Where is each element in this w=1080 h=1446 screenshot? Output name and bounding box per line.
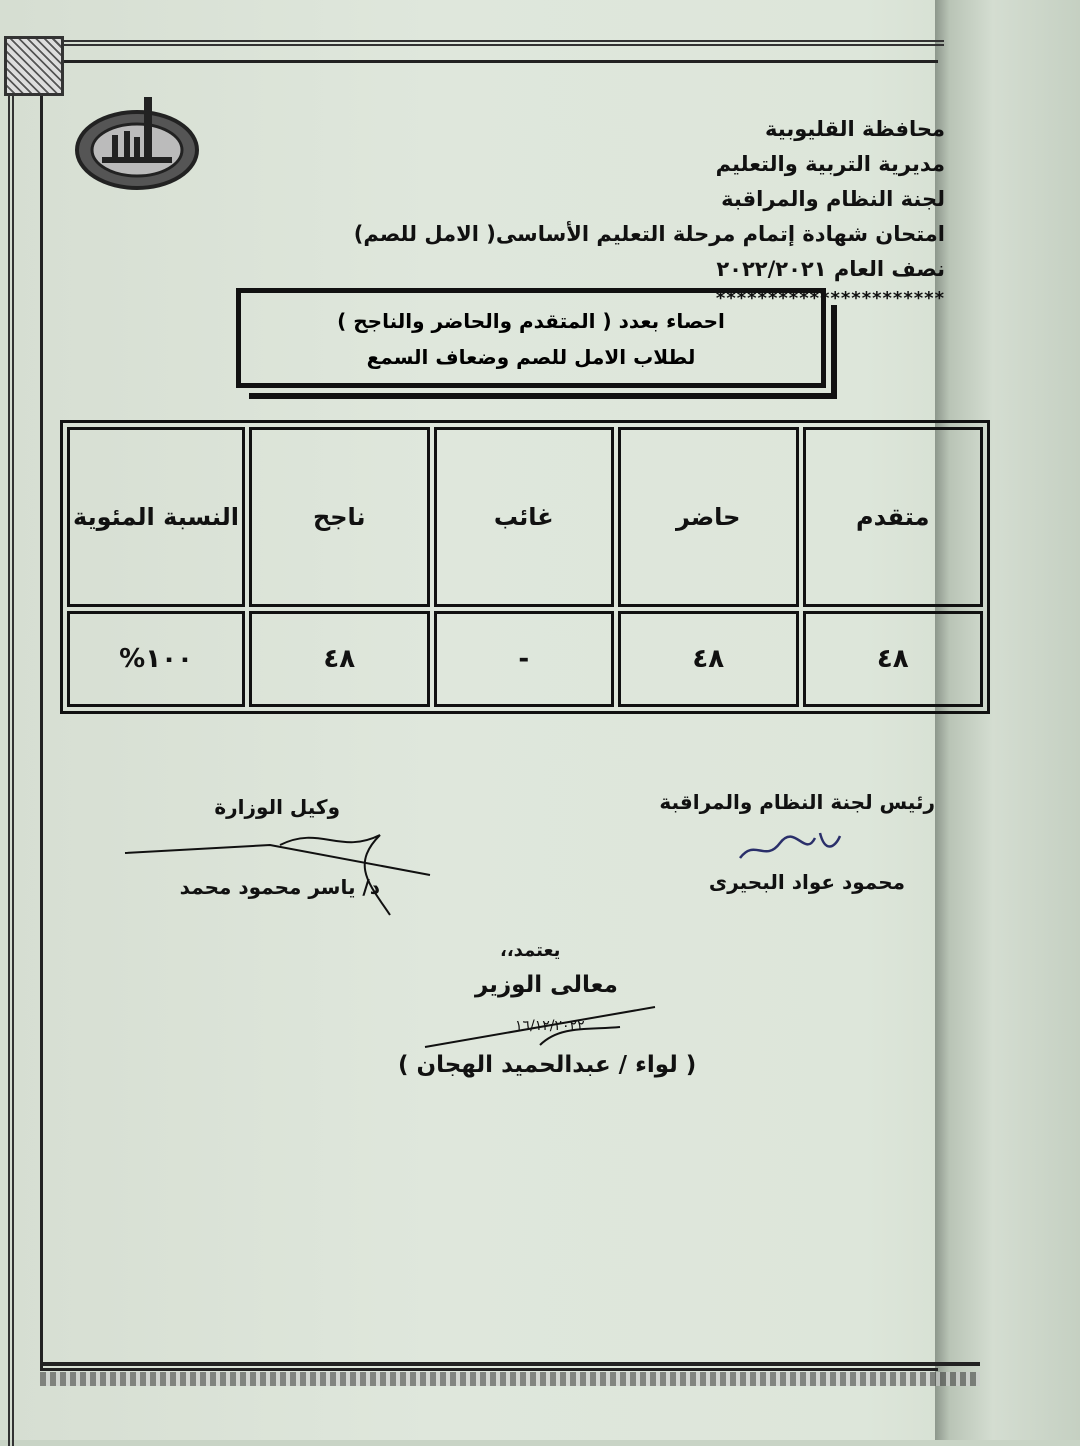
bottom-border <box>40 1362 980 1366</box>
header-absent: غائب <box>434 427 615 607</box>
value-passed: ٤٨ <box>249 611 430 707</box>
header-passed: ناجح <box>249 427 430 607</box>
table-header-row <box>67 427 983 607</box>
directorate-name: مديرية التربية والتعليم <box>715 152 945 176</box>
bottom-border-ornament <box>40 1372 980 1386</box>
deputy-title: وكيل الوزارة <box>214 795 340 819</box>
value-applicants: ٤٨ <box>803 611 984 707</box>
title-line-2: لطلاب الامل للصم وضعاف السمع <box>366 345 696 369</box>
committee-name: لجنة النظام والمراقبة <box>721 187 945 211</box>
separator-stars: ********************** <box>715 288 945 309</box>
header-present: حاضر <box>618 427 799 607</box>
statistics-table <box>60 420 990 714</box>
title-line-1: احصاء بعدد ( المتقدم والحاضر والناجح ) <box>337 309 725 333</box>
handwritten-date: ١٦/١٢/٢٠٢٢ <box>515 1018 585 1034</box>
term-year: نصف العام ٢٠٢٢/٢٠٢١ <box>716 257 945 281</box>
value-absent: - <box>434 611 615 707</box>
governorate-name: محافظة القليوبية <box>765 117 945 141</box>
approval-text: يعتمد،، <box>500 940 561 961</box>
minister-title: معالى الوزير <box>475 972 618 998</box>
deputy-name: د/ ياسر محمود محمد <box>179 875 380 899</box>
exam-name: امتحان شهادة إتمام مرحلة التعليم الأساسى( الامل للصم) <box>353 222 945 246</box>
committee-head-name: محمود عواد البحيرى <box>708 870 905 894</box>
value-percentage: ١٠٠% <box>67 611 245 707</box>
minister-name: ( لواء / عبدالحميد الهجان ) <box>398 1052 697 1078</box>
table-row <box>67 611 983 707</box>
header-percentage: النسبة المئوية <box>67 427 245 607</box>
committee-head-signature <box>735 828 845 868</box>
value-present: ٤٨ <box>618 611 799 707</box>
committee-head-title: رئيس لجنة النظام والمراقبة <box>659 790 935 814</box>
header-applicants: متقدم <box>803 427 984 607</box>
